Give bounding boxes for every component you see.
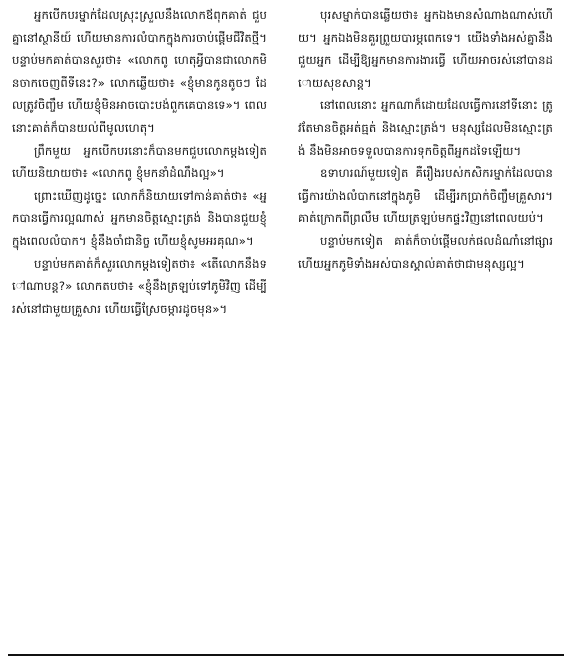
paragraph: បុរសម្នាក់បានឆ្លើយថា៖ អ្នកឯងមានសំណាងណាស់ហើយ។ អ្នកឯងមិនគួរព្រួយបារម្ភពេកទេ។ យើងទាំងអស់គ្នានឹងជួយអ្នក ដើម្បីឱ្យអ្នកមានការងារធ្វើ ហើយអាចរស់នៅបានដោយសុខសាន្ត។ (298, 8, 553, 90)
paragraph: បន្ទាប់មកគាត់ក៏សួរលោកម្តងទៀតថា៖ «តើលោកនឹងទៅណាបន្ត?» លោកតបថា៖ «ខ្ញុំនឹងត្រឡប់ទៅភូមិវិញ ដើម្បីរស់នៅជាមួយគ្រួសារ ហើយធ្វើស្រែចម្ការដូចមុន»។ (12, 256, 267, 316)
paragraph: នៅពេលនោះ អ្នកណាក៏ដោយដែលធ្វើការនៅទីនោះ ត្រូវតែមានចិត្តអត់ធ្មត់ និងស្មោះត្រង់។ មនុស្សដែលមិនស្មោះត្រង់ នឹងមិនអាចទទួលបានការទុកចិត្តពីអ្នកដទៃឡើយ។ (298, 98, 553, 158)
paragraph: ព្រោះឃើញដូច្នេះ លោកក៏និយាយទៅកាន់គាត់ថា៖ «អ្នកបានធ្វើការល្អណាស់ អ្នកមានចិត្តស្មោះត្រង់ និងបានជួយខ្ញុំក្នុងពេលលំបាក។ ខ្ញុំនឹងចាំជានិច្ច ហើយខ្ញុំសូមអរគុណ»។ (12, 188, 267, 248)
paragraph: បន្ទាប់មកទៀត គាត់ក៏ចាប់ផ្តើមលក់ផលដំណាំនៅផ្សារ ហើយអ្នកភូមិទាំងអស់បានស្គាល់គាត់ថាជាមនុស្សល្អ។ (298, 233, 553, 271)
paragraph: ព្រឹកមួយ អ្នកបើកបរនោះក៏បានមកជួបលោកម្តងទៀត ហើយនិយាយថា៖ «លោកពូ ខ្ញុំមកនាំដំណឹងល្អ»។ (12, 143, 267, 181)
left-text-column (12, 4, 267, 320)
paragraph: ឧទាហរណ៍មួយទៀត គឺរឿងរបស់កសិករម្នាក់ដែលបានធ្វើការយ៉ាងលំបាកនៅក្នុងភូមិ ដើម្បីរកប្រាក់ចិញ្ចឹមគ្រួសារ។ គាត់ក្រោកពីព្រលឹម ហើយត្រឡប់មកផ្ទះវិញនៅពេលយប់។ (298, 166, 553, 226)
bottom-divider (8, 654, 564, 656)
right-text-column (298, 4, 553, 275)
paragraph: អ្នកបើកបរម្នាក់ដែលស្រុះស្រួលនឹងលោកឪពុកគាត់ ជួបគ្នានៅស្ថានីយ៍ ហើយមានការលំបាកក្នុងការចាប់ផ្តើមជីវិតថ្មី។ បន្ទាប់មកគាត់បានសួរថា៖ «លោកពូ ហេតុអ្វីបានជាលោកមិនចាកចេញពីទីនេះ?» លោកឆ្លើយថា៖ «ខ្ញុំមានកូនតូចៗ ដែលត្រូវចិញ្ចឹម ហើយខ្ញុំមិនអាចបោះបង់ពួកគេបានទេ»។ ពេលនោះគាត់ក៏បានយល់ពីមូលហេតុ។ (12, 8, 267, 135)
